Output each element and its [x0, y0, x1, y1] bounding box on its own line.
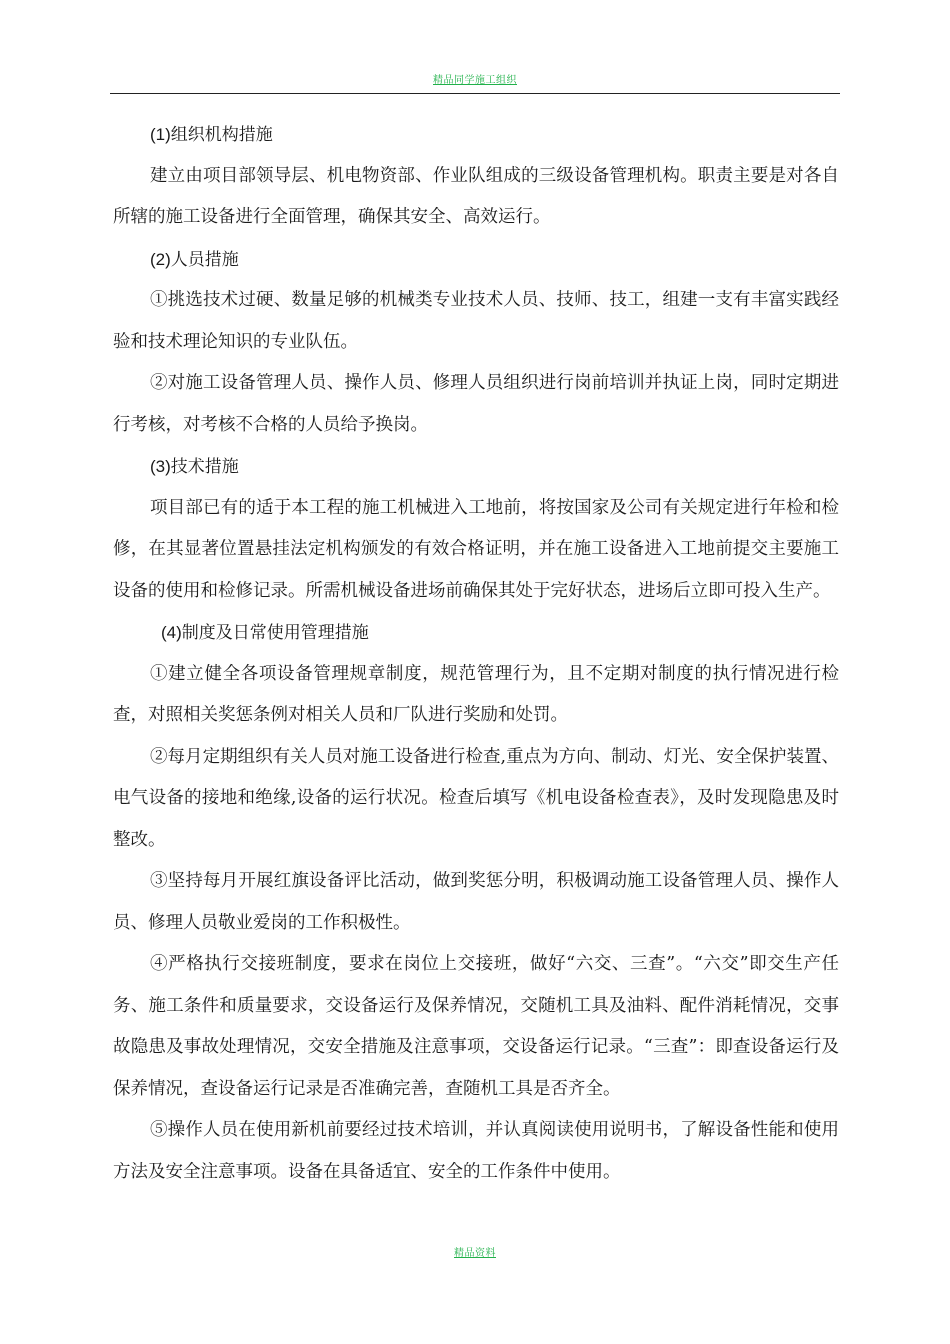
section-heading-1: (1)组织机构措施	[150, 125, 273, 144]
paragraph: ③坚持每月开展红旗设备评比活动，做到奖惩分明，积极调动施工设备管理人员、操作人员、修理人员敬业爱岗的工作积极性。	[113, 871, 839, 933]
header-rule	[110, 93, 840, 94]
paragraph: ②每月定期组织有关人员对施工设备进行检查,重点为方向、制动、灯光、安全保护装置、电气设备的接地和绝缘,设备的运行状况。检查后填写《机电设备检查表》，及时发现隐患及时整改。	[113, 746, 839, 850]
document-body	[113, 114, 839, 1193]
paragraph: ⑤操作人员在使用新机前要经过技术培训，并认真阅读使用说明书，了解设备性能和使用方法及安全注意事项。设备在具备适宜、安全的工作条件中使用。	[113, 1120, 839, 1182]
paragraph: ②对施工设备管理人员、操作人员、修理人员组织进行岗前培训并执证上岗，同时定期进行考核，对考核不合格的人员给予换岗。	[113, 373, 839, 435]
page-footer: 精品资料	[454, 1248, 496, 1259]
paragraph: ①挑选技术过硬、数量足够的机械类专业技术人员、技师、技工，组建一支有丰富实践经验和技术理论知识的专业队伍。	[113, 290, 839, 352]
paragraph: ④严格执行交接班制度，要求在岗位上交接班，做好“六交、三查”。“六交”即交生产任务、施工条件和质量要求，交设备运行及保养情况，交随机工具及油料、配件消耗情况，交事故隐患及事故处理情况，交安全措施及注意事项，交设备运行记录。“三查”：即查设备运行及保养情况，查设备运行记录是否准确完善，查随机工具是否齐全。	[113, 954, 839, 1099]
section-heading-2: (2)人员措施	[150, 249, 239, 269]
section-heading-3: (3)技术措施	[150, 457, 239, 476]
paragraph: 项目部已有的适于本工程的施工机械进入工地前，将按国家及公司有关规定进行年检和检修，在其显著位置悬挂法定机构颁发的有效合格证明，并在施工设备进入工地前提交主要施工设备的使用和检修记录。所需机械设备进场前确保其处于完好状态，进场后立即可投入生产。	[113, 497, 839, 601]
paragraph: ①建立健全各项设备管理规章制度，规范管理行为，且不定期对制度的执行情况进行检查，对照相关奖惩条例对相关人员和厂队进行奖励和处罚。	[113, 663, 839, 725]
section-heading-4: (4)制度及日常使用管理措施	[161, 623, 369, 642]
paragraph: 建立由项目部领导层、机电物资部、作业队组成的三级设备管理机构。职责主要是对各自所辖的施工设备进行全面管理，确保其安全、高效运行。	[113, 165, 839, 227]
page-header: 精品同学施工组织	[433, 75, 517, 86]
